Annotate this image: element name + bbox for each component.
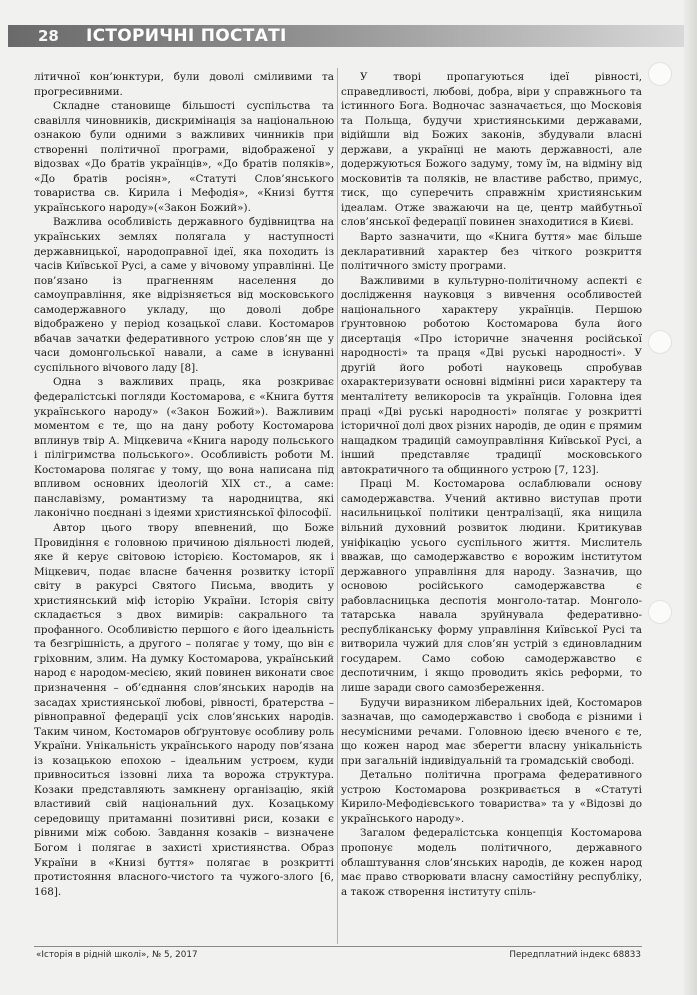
- paragraph: Важлива особливість державного будівництва на українських землях полягала у наступності державницької, народоправної ідеї, яка походить із часів Київської Русі, а саме у вічовому управлінні. Це пов’язано із прагненням населення до самоуправління, яке відрізняється від московського самодержавного укладу, що доволі добре відображено у період козацької слави. Костомаров вбачав зачатки федеративного устрою слов’ян ще у часи домонгольської навали, а саме в існуванні суспільного вічового ладу [8].: [34, 216, 334, 374]
- section-title: ІСТОРИЧНІ ПОСТАТІ: [86, 26, 287, 46]
- column-divider: [337, 68, 338, 944]
- paragraph: Складне становище більшості суспільства та свавілля чиновників, дискримінація за національною ознакою були одними з важливих чинників при створенні політичної програми, відображеної у відозвах «До братів українців», «До братів поляків», «До братів росіян», «Статуті Слов’янського товариства св. Кирила і Мефодія», «Книзі буття українського народу»(«Закон Божий»).: [34, 100, 334, 214]
- paragraph: Важливими в культурно-політичному аспекті є дослідження науковця з вивчення особливостей національного характеру українців. Першою ґрунтовною роботою Костомарова була його дисертація «Про історичне значення російської народності» та праця «Дві руські народності». У другій його роботі науковець спробував охарактеризувати основні відмінні риси характеру та менталітету великоросів та українців. Головна ідея праці «Дві руські народності» полягає у розкритті історичної долі двох різних народів, де один є прямим нащадком традицій самоуправління Київської Русі, а інший представляє традиції московського автократичного та общинного устрою [7, 123].: [341, 274, 642, 476]
- paragraph: Одна з важливих праць, яка розкриває федералістські погляди Костомарова, є «Книга буття українського народу» («Закон Божий»). Важливим моментом є те, що на дану роботу Костомарова вплинув твір А. Міцкевича «Книга народу польського і пілігримства польського». Особливість роботи М. Костомарова полягає у тому, що вона написана під впливом основних ідеологій XIX ст., а саме: панславізму, романтизму та народництва, які лаконічно поєднані з ідеями християнської філософії.: [34, 376, 334, 520]
- paragraph: Детально політична програма федеративного устрою Костомарова розкривається в «Статуті Кирило-Мефодієвського товариства» та у «Відозві до українського народу».: [341, 769, 642, 825]
- page-number: 28: [38, 27, 59, 45]
- footer-rule: [34, 946, 642, 947]
- footer-journal: «Історія в рідній школі», № 5, 2017: [36, 950, 198, 960]
- paragraph: Варто зазначити, що «Книга буття» має більше декларативний характер без чіткого розкриття політичного змісту програми.: [341, 231, 642, 273]
- punch-hole: [648, 600, 672, 624]
- punch-hole: [648, 62, 672, 86]
- footer-subscription-index: Передплатний індекс 68833: [509, 950, 641, 960]
- page-edge: [684, 0, 697, 995]
- paragraph: Праці М. Костомарова ослаблювали основу самодержавства. Учений активно виступав проти насильницької політики централізації, яка нищила вільний духовний розвиток людини. Критикував уніфікацію усього суспільного життя. Мислитель вважав, що самодержавство є ворожим інститутом державного управління для народу. Зазначив, що основою російського самодержавства є рабовласницька деспотія монголо-татар. Монголо-татарська навала зруйнувала федеративно-республіканську форму управління Київської Русі та витворила чужий для слов’ян устрій з єдиновладним государем. Само собою самодержавство є деспотичним, і якщо проводить якісь реформи, то лише заради свого самозбереження.: [341, 478, 642, 694]
- right-column: [341, 70, 642, 940]
- paragraph: Будучи виразником ліберальних ідей, Костомаров зазначав, що самодержавство і свобода є різними і несумісними речами. Головною ідеєю вченого є те, що кожен народ має зберегти власну унікальність при загальній індивідуальній та громадській свободі.: [341, 696, 642, 767]
- paragraph: У творі пропагуються ідеї рівності, справедливості, любові, добра, віри у справжнього та істинного Бога. Водночас зазначається, що Московія та Польща, будучи християнськими державами, відійшли від Божих законів, збудували власні держави, а українці не мають державності, але додержуються Божого задуму, тому їм, на відміну від московитів та поляків, не властиве рабство, примус, тиск, що суперечить справжнім християнським ідеалам. Отже зважаючи на це, центр майбутньої слов’янської федерації повинен знаходитися в Києві.: [341, 71, 642, 229]
- paragraph: Загалом федералістська концепція Костомарова пропонує модель політичного, державного облаштування слов’янських народів, де кожен народ має право створювати власну самостійну республіку, а також створення інституту спіль-: [341, 827, 642, 898]
- left-column: [34, 70, 334, 940]
- paragraph: літичної кон’юнктури, були доволі сміливими та прогресивними.: [34, 71, 334, 98]
- paragraph: Автор цього твору впевнений, що Боже Провидіння є головною причиною діяльності людей, яке й керує світовою історією. Костомаров, як і Міцкевич, подає власне бачення розвитку історії світу в ракурсі Святого Письма, вводить у християнський міф історію України. Історія світу складається з двох вимирів: сакрального та профанного. Особливістю першого є його ідеальність та безгрішність, а другого – полягає у тому, що він є гріховним, злим. На думку Костомарова, український народ є народом-месією, який повинен виконати своє призначення – об’єднання слов’янських народів на засадах християнської любові, рівності, братерства – рівноправної федерації усіх слов’янських народів. Таким чином, Костомаров обґрунтовує особливу роль України. Унікальність українського народу пов’язана із козацькою епохою – ідеальним устроєм, куди привноситься іззовні лиха та ворожа структура. Козаки представляють замкнену організацію, якій властивий свій національний дух. Козацькому середовищу притаманні позитивні риси, козаки є рівними між собою. Завдання козаків – визначене Богом і полягає в захисті християнства. Образ України в «Книзі буття» полягає в розкритті протистояння власного-чистого та чужого-злого [6, 168].: [34, 521, 334, 898]
- punch-hole: [648, 330, 672, 354]
